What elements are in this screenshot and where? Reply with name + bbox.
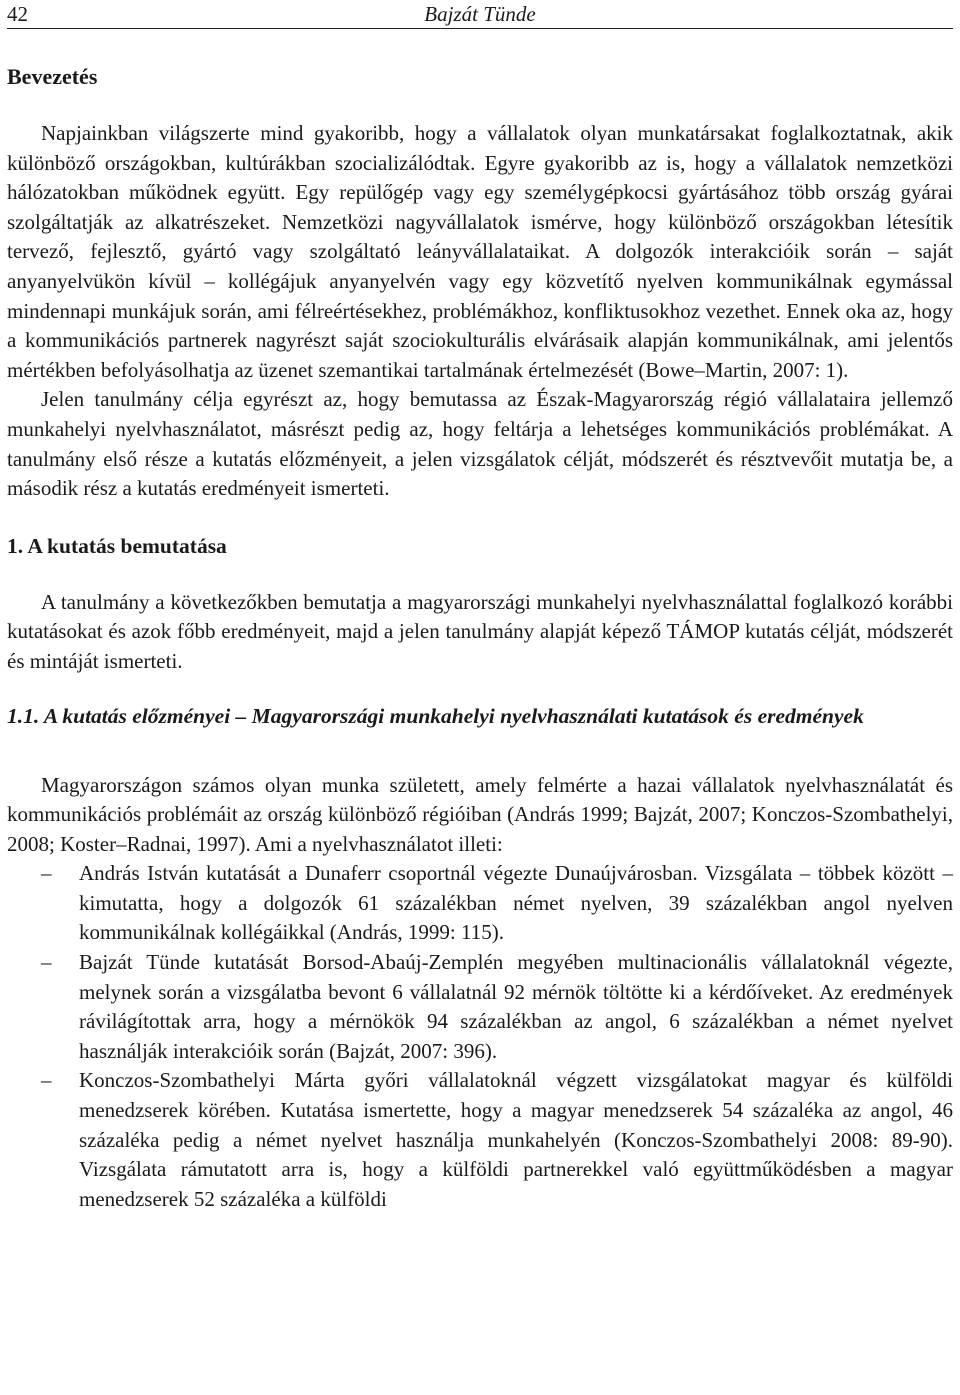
running-header [7, 0, 953, 29]
section-1-paragraph: A tanulmány a következőkben bemutatja a magyarországi munkahelyi nyelvhasználattal foglalkozó korábbi kutatásokat és azok főbb eredményeit, majd a jelen tanulmány alapját képező TÁMOP kutatás célját, módszerét és mintáját ismerteti. [7, 589, 953, 673]
list-item [7, 948, 953, 1066]
running-title: Bajzát Tünde [424, 2, 536, 26]
section-1-1-heading: 1.1. A kutatás előzményei – Magyarországi munkahelyi nyelvhasználati kutatások és eredmények [7, 703, 864, 728]
study-list [7, 859, 953, 1214]
document-page [7, 0, 953, 1214]
list-dash: – [41, 861, 52, 886]
section-1-heading: 1. A kutatás bemutatása [7, 533, 227, 558]
list-dash: – [41, 950, 52, 975]
list-dash: – [41, 1068, 52, 1093]
list-item [7, 859, 953, 948]
introduction-paragraph-2: Jelen tanulmány célja egyrészt az, hogy bemutassa az Észak-Magyarország régió vállalataira jellemző munkahelyi nyelvhasználatot, másrészt pedig az, hogy feltárja a lehetséges kommunikációs problémákat. A tanulmány első része a kutatás előzményeit, a jelen vizsgálatok célját, módszerét és résztvevőit mutatja be, a második rész a kutatás eredményeit ismerteti. [7, 387, 953, 501]
page-number: 42 [7, 2, 28, 26]
introduction-paragraph-1: Napjainkban világszerte mind gyakoribb, hogy a vállalatok olyan munkatársakat foglalkoztatnak, akik különböző országokban, kultúrákban szocializálódtak. Egyre gyakoribb az is, hogy a vállalatok nemzetközi hálózatokban működnek együtt. Egy repülőgép vagy egy személygépkocsi gyártásához több ország gyárai szolgáltatják az alkatrészeket. Nemzetközi nagyvállalatok ismérve, hogy különböző országokban létesítik tervező, fejlesztő, gyártó vagy szolgáltató leányvállalataikat. A dolgozók interakcióik során – saját anyanyelvükön kívül – kollégájuk anyanyelvén vagy egy közvetítő nyelven kommunikálnak egymással mindennapi munkájuk során, ami félreértésekhez, problémákhoz, konfliktusokhoz vezethet. Ennek oka az, hogy a kommunikációs partnerek nagyrészt saját szociokulturális elvárásaik alapján kommunikálnak, ami jelentős mértékben befolyásolhatja az üzenet szemantikai tartalmának értelmezését (Bowe–Martin, 2007: 1). [7, 121, 953, 382]
introduction-heading: Bevezetés [7, 64, 98, 89]
list-item-text: András István kutatását a Dunaferr csoportnál végezte Dunaújvárosban. Vizsgálata – többek között – kimutatta, hogy a dolgozók 61 százalékban német nyelven, 39 százalékban angol nyelven kommunikálnak kollégáikkal (András, 1999: 115). [79, 861, 953, 945]
list-item [7, 1066, 953, 1214]
list-item-text: Konczos-Szombathelyi Márta győri vállalatoknál végzett vizsgálatokat magyar és külföldi menedzserek körében. Kutatása ismertette, hogy a magyar menedzserek 54 százaléka az angol, 46 százaléka pedig a német nyelvet használja munkahelyén (Konczos-Szombathelyi 2008: 89-90). Vizsgálata rámutatott arra is, hogy a külföldi partnerekkel való együttműködésben a magyar menedzserek 52 százaléka a külföldi [79, 1068, 953, 1211]
section-1-1-paragraph: Magyarországon számos olyan munka született, amely felmérte a hazai vállalatok nyelvhasználatát és kommunikációs problémáit az ország különböző régióiban (András 1999; Bajzát, 2007; Konczos-Szombathelyi, 2008; Koster–Radnai, 1997). Ami a nyelvhasználatot illeti: [7, 772, 953, 856]
list-item-text: Bajzát Tünde kutatását Borsod-Abaúj-Zemplén megyében multinacionális vállalatoknál végezte, melynek során a vizsgálatba bevont 6 vállalatnál 92 mérnök töltötte ki a kérdőíveket. Az eredmények rávilágítottak arra, hogy a mérnökök 94 százalékban az angol, 6 százalékban a német nyelvet használják interakcióik során (Bajzát, 2007: 396). [79, 950, 953, 1063]
